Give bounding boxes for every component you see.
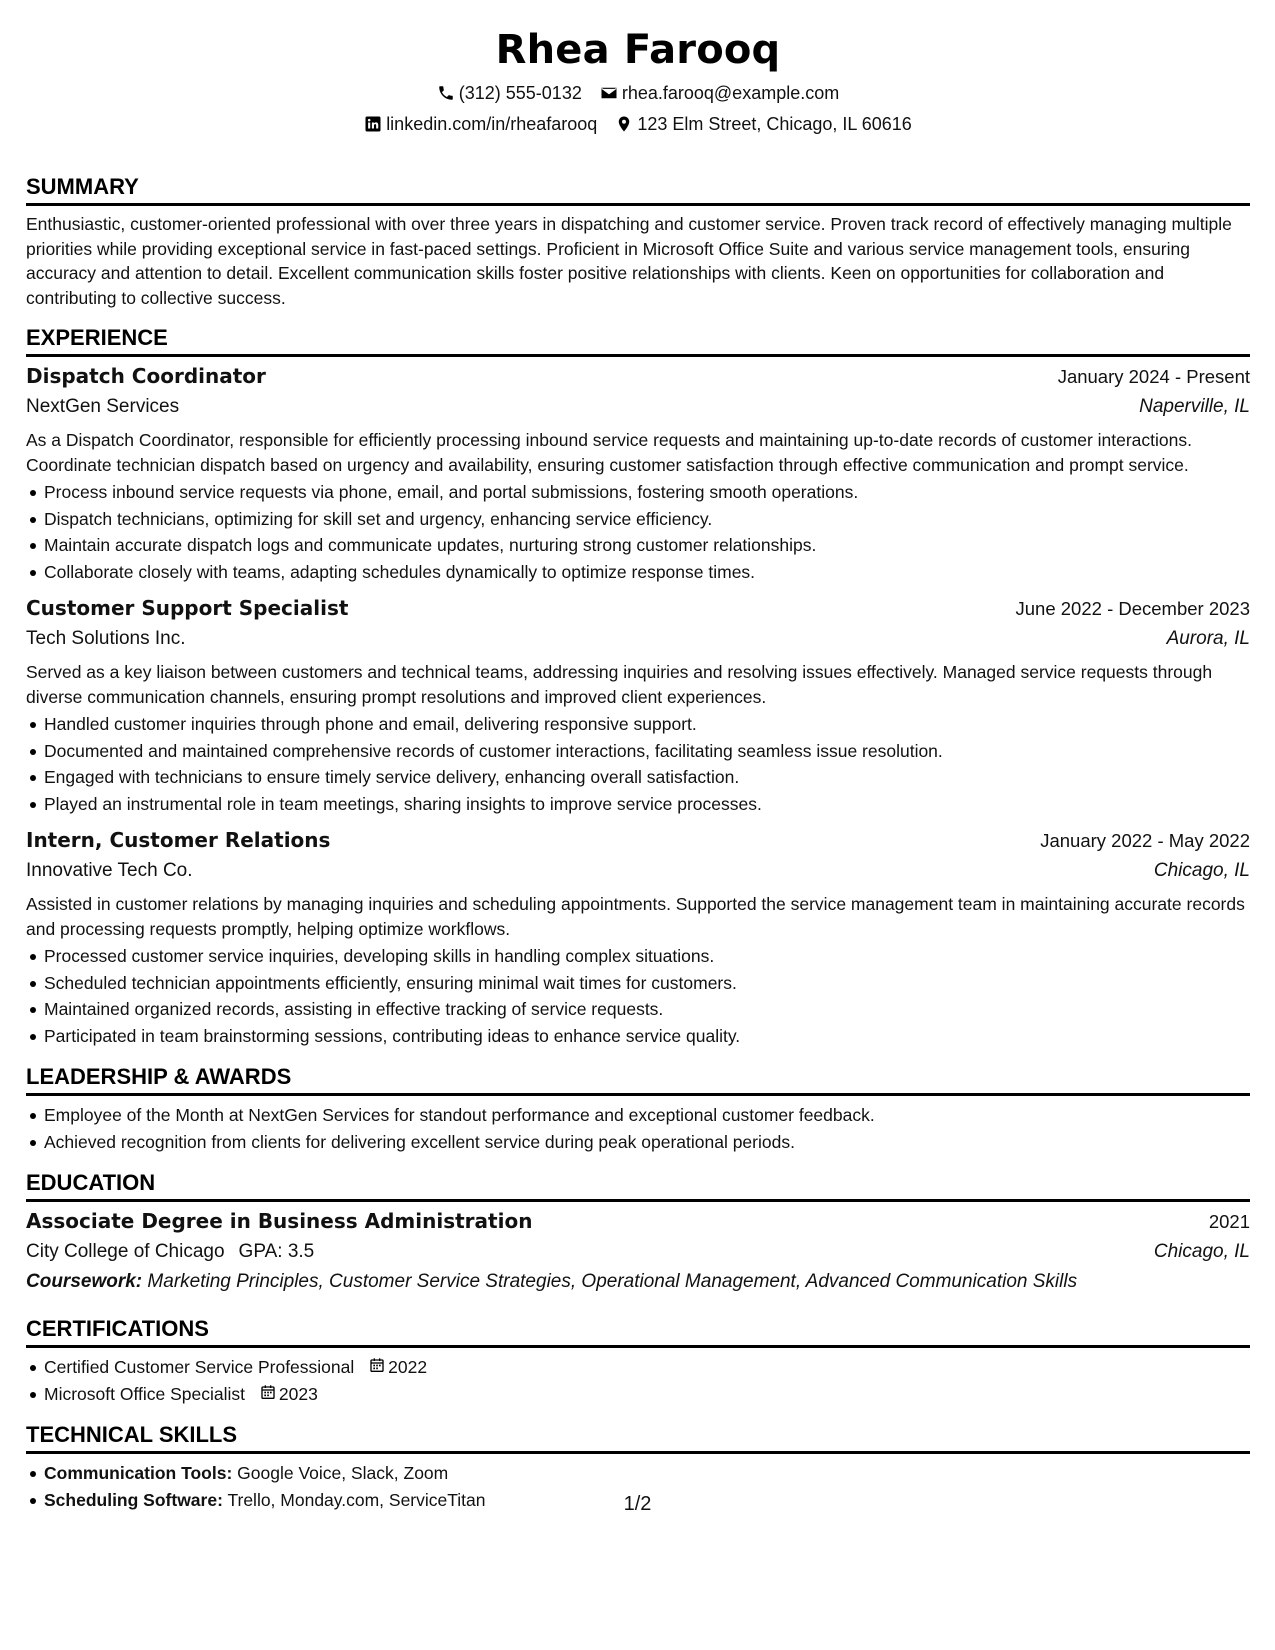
section-title: EDUCATION (26, 1169, 1250, 1202)
skill-item (26, 1460, 1250, 1487)
company-name: Tech Solutions Inc. (26, 628, 186, 649)
certification-name: Microsoft Office Specialist (44, 1383, 245, 1404)
list-item: Handled customer inquiries through phone and email, delivering responsive support. (26, 711, 1250, 738)
section-title: SUMMARY (26, 173, 1250, 206)
skill-label: Scheduling Software: (44, 1489, 223, 1510)
address-text: 123 Elm Street, Chicago, IL 60616 (637, 114, 912, 134)
email-address[interactable]: rhea.farooq@example.com (621, 83, 840, 103)
job-location: Aurora, IL (1166, 628, 1250, 649)
job-header (26, 361, 1250, 392)
skill-label: Communication Tools: (44, 1463, 233, 1483)
skill-value: Google Voice, Slack, Zoom (237, 1463, 449, 1483)
job-dates: June 2022 - December 2023 (1015, 598, 1250, 619)
phone-contact (437, 82, 582, 104)
resume-header (26, 0, 1250, 135)
job-bullets (26, 711, 1250, 817)
certification-year: 2023 (278, 1383, 318, 1404)
skill-value: Trello, Monday.com, ServiceTitan (227, 1489, 486, 1510)
summary-text: Enthusiastic, customer-oriented professional with over three years in dispatching and customer service. Proven track record of effectively managing multiple priorities while providing exceptional service in fast-paced settings. Proficient in Microsoft Office Suite and various service management tools, ensuring accuracy and attention to detail. Excellent communication skills foster positive relationships with clients. Keen on opportunities for collaboration and contributing to collective success. (26, 214, 1232, 308)
experience-section (26, 324, 1250, 1049)
school-name: City College of Chicago (26, 1241, 225, 1262)
job-bullets (26, 479, 1250, 585)
list-item: Engaged with technicians to ensure timely service delivery, enhancing overall satisfaction. (26, 764, 1250, 791)
job-entry (26, 361, 1250, 585)
gpa: GPA: 3.5 (238, 1241, 315, 1262)
list-item: Achieved recognition from clients for delivering excellent service during peak operational periods. (26, 1129, 1250, 1156)
linkedin-contact (364, 113, 597, 135)
linkedin-icon (364, 115, 382, 133)
coursework-list: Marketing Principles, Customer Service Strategies, Operational Management, Advanced Communication Skills (147, 1271, 1078, 1292)
linkedin-url[interactable]: linkedin.com/in/rheafarooq (386, 114, 598, 134)
address-contact (615, 113, 912, 135)
contact-row-1 (26, 82, 1250, 104)
calendar-icon (369, 1354, 385, 1381)
certification-item (26, 1381, 1250, 1408)
section-title: EXPERIENCE (26, 324, 1250, 357)
company-name: NextGen Services (26, 396, 180, 417)
list-item: Maintain accurate dispatch logs and communicate updates, nurturing strong customer relationships. (26, 532, 1250, 559)
education-section (26, 1169, 1250, 1297)
company-name: Innovative Tech Co. (26, 860, 193, 881)
job-company-row (26, 856, 1250, 886)
certification-date (369, 1354, 427, 1381)
page-number: 1/2 (623, 1493, 652, 1515)
phone-number[interactable]: (312) 555-0132 (458, 83, 582, 103)
calendar-icon (260, 1381, 276, 1408)
certification-year: 2022 (388, 1357, 428, 1377)
email-contact (600, 82, 839, 104)
list-item: Maintained organized records, assisting in effective tracking of service requests. (26, 996, 1250, 1023)
certification-name: Certified Customer Service Professional (44, 1357, 355, 1377)
job-entry (26, 593, 1250, 817)
list-item: Participated in team brainstorming sessions, contributing ideas to enhance service quality. (26, 1023, 1250, 1050)
list-item: Collaborate closely with teams, adapting schedules dynamically to optimize response times. (26, 559, 1250, 586)
contact-row-2 (26, 113, 1250, 135)
job-location: Chicago, IL (1153, 860, 1250, 881)
certification-date (260, 1381, 318, 1408)
list-item: Dispatch technicians, optimizing for skill set and urgency, enhancing service efficiency. (26, 506, 1250, 533)
resume-page (26, 0, 1250, 1513)
job-title: Intern, Customer Relations (26, 828, 331, 852)
school-row (26, 1237, 1250, 1267)
school-location: Chicago, IL (1153, 1241, 1250, 1262)
list-item: Processed customer service inquiries, developing skills in handling complex situations. (26, 943, 1250, 970)
list-item: Employee of the Month at NextGen Services for standout performance and exceptional customer feedback. (26, 1102, 1250, 1129)
graduation-year: 2021 (1208, 1211, 1250, 1232)
section-title: CERTIFICATIONS (26, 1315, 1250, 1348)
coursework (26, 1267, 1250, 1297)
leadership-list (26, 1102, 1250, 1155)
coursework-label: Coursework: (26, 1271, 143, 1292)
list-item: Process inbound service requests via phone, email, and portal submissions, fostering smooth operations. (26, 479, 1250, 506)
job-dates: January 2024 - Present (1057, 366, 1250, 387)
job-title: Dispatch Coordinator (26, 364, 266, 388)
job-dates: January 2022 - May 2022 (1040, 830, 1250, 851)
candidate-name: Rhea Farooq (495, 27, 781, 73)
job-header (26, 593, 1250, 624)
list-item: Scheduled technician appointments efficiently, ensuring minimal wait times for customers. (26, 970, 1250, 997)
certifications-list (26, 1354, 1250, 1407)
job-description: Assisted in customer relations by managing inquiries and scheduling appointments. Supported the service management team in maintaining accurate records and processing requests promptly, helping optimize workflows. (26, 894, 1245, 939)
certifications-section (26, 1315, 1250, 1407)
leadership-section (26, 1063, 1250, 1155)
job-entry (26, 825, 1250, 1049)
job-header (26, 825, 1250, 856)
section-title: TECHNICAL SKILLS (26, 1421, 1250, 1454)
school-info (26, 1237, 314, 1267)
job-description: As a Dispatch Coordinator, responsible for efficiently processing inbound service requests and maintaining up-to-date records of customer interactions. Coordinate technician dispatch based on urgency and availability, ensuring customer satisfaction through effective communication and prompt service. (26, 430, 1192, 475)
job-description: Served as a key liaison between customers and technical teams, addressing inquiries and resolving issues effectively. Managed service requests through diverse communication channels, ensuring prompt resolutions and improved client experiences. (26, 662, 1213, 707)
list-item: Played an instrumental role in team meetings, sharing insights to improve service processes. (26, 791, 1250, 818)
job-company-row (26, 624, 1250, 654)
job-title: Customer Support Specialist (26, 596, 349, 620)
map-pin-icon (615, 115, 633, 133)
job-bullets (26, 943, 1250, 1049)
degree-name: Associate Degree in Business Administration (26, 1209, 533, 1233)
envelope-icon (600, 84, 618, 102)
list-item: Documented and maintained comprehensive records of customer interactions, facilitating seamless issue resolution. (26, 738, 1250, 765)
section-title: LEADERSHIP & AWARDS (26, 1063, 1250, 1096)
summary-section (26, 173, 1250, 310)
job-company-row (26, 392, 1250, 422)
education-header (26, 1206, 1250, 1237)
phone-icon (437, 84, 455, 102)
job-location: Naperville, IL (1139, 396, 1250, 417)
certification-item (26, 1354, 1250, 1381)
